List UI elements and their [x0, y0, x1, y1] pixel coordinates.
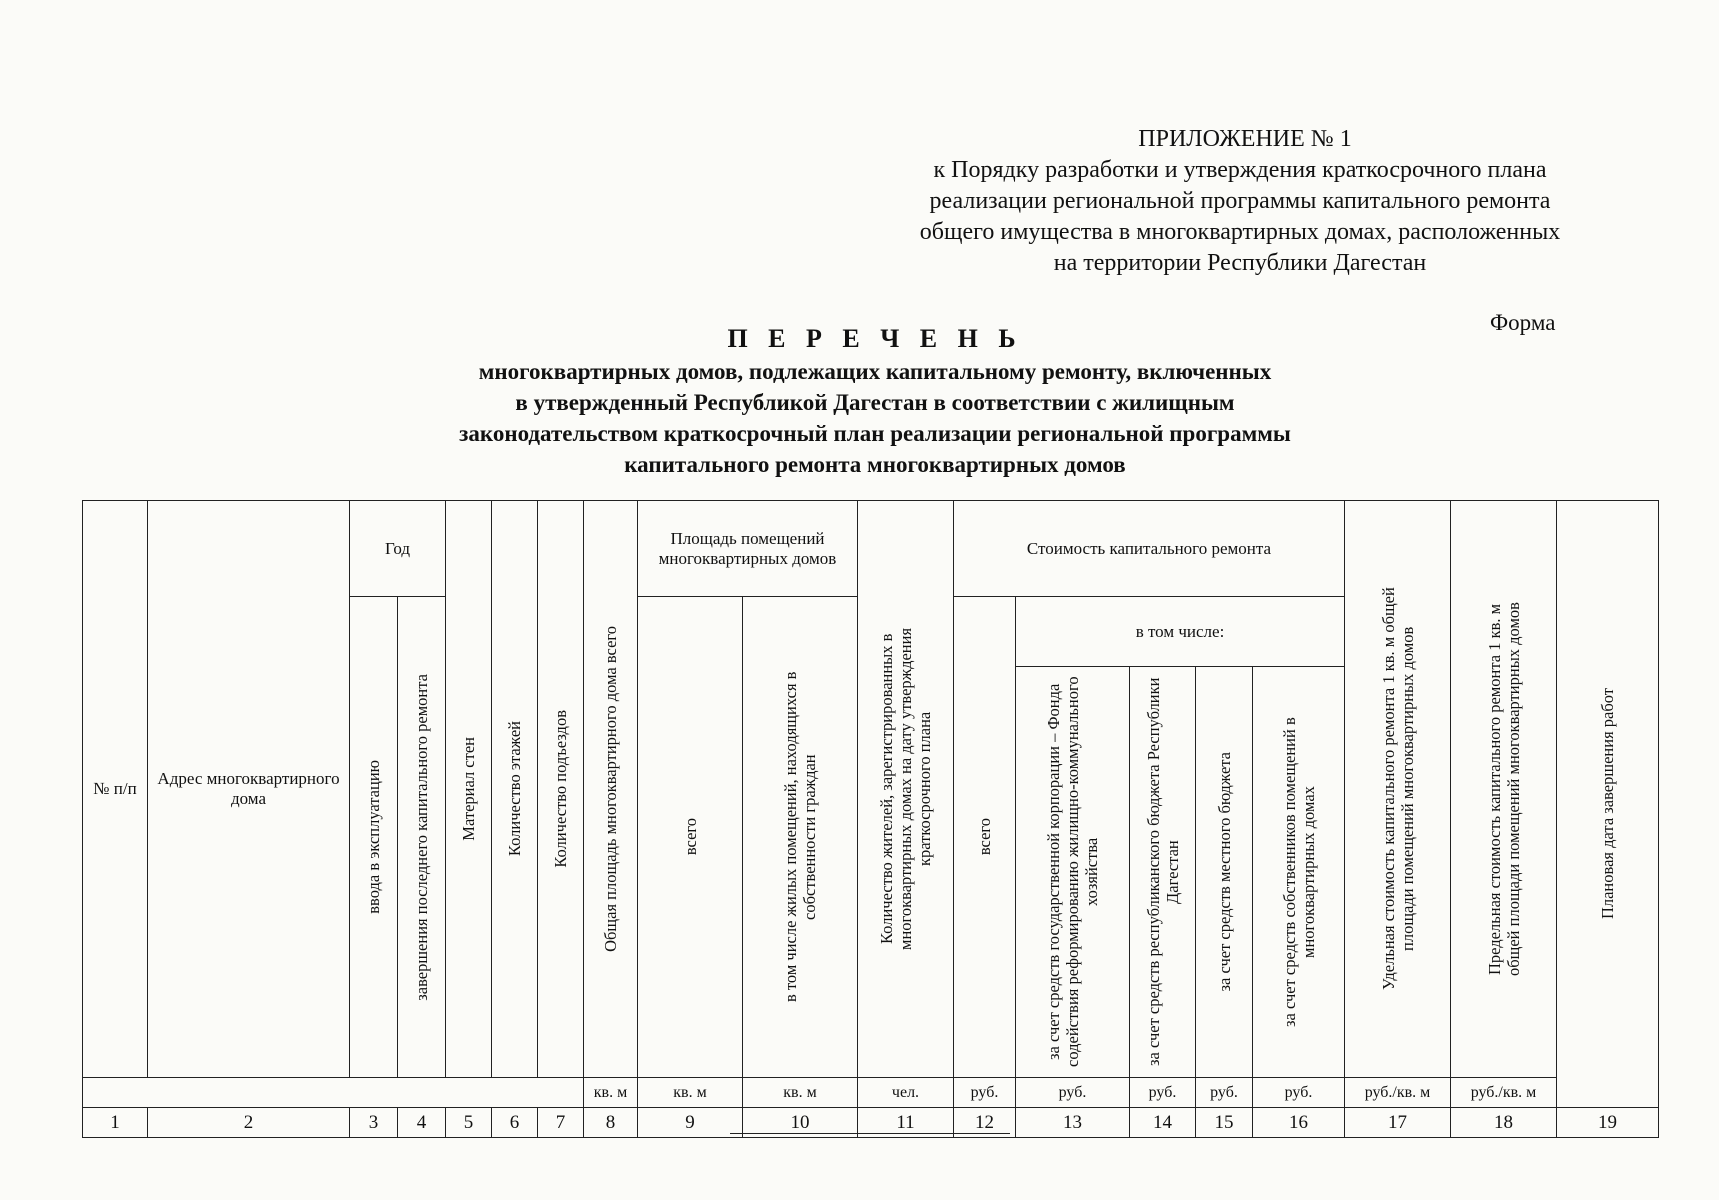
header-entrances: Количество подъездов — [538, 501, 584, 1078]
form-label: Форма — [1490, 310, 1556, 335]
header-year-commission: ввода в эксплуатацию — [350, 597, 398, 1078]
header-year: Год — [350, 501, 446, 597]
header-premises-area: Площадь помещений многоквартирных домов — [638, 501, 858, 597]
column-number: 10 — [743, 1108, 858, 1138]
column-number: 11 — [858, 1108, 954, 1138]
header-wall-material: Материал стен — [446, 501, 492, 1078]
annex-title: ПРИЛОЖЕНИЕ № 1 — [1138, 126, 1352, 152]
header-unit-cost: Удельная стоимость капитального ремонта 1 кв. м общей площади помещений многоквартирных домов — [1345, 501, 1451, 1078]
header-total-area: Общая площадь многоквартирного дома всего — [584, 501, 638, 1078]
annex-line-4: на территории Республики Дагестан — [1053, 250, 1427, 276]
document-title — [300, 324, 1450, 480]
header-premises-private: в том числе жилых помещений, находящихся в собственности граждан — [743, 597, 858, 1078]
header-premises-total: всего — [638, 597, 743, 1078]
column-number: 6 — [492, 1108, 538, 1138]
annex-line-3: общего имущества в многоквартирных домах, расположенных — [919, 219, 1561, 245]
title-heading: П Е Р Е Ч Е Н Ь — [727, 324, 1023, 353]
unit-cell: руб./кв. м — [1345, 1078, 1451, 1108]
column-number: 16 — [1253, 1108, 1345, 1138]
column-number: 5 — [446, 1108, 492, 1138]
column-number: 18 — [1451, 1108, 1557, 1138]
header-owners-funds: за счет средств собственников помещений в многоквартирных домах — [1253, 667, 1345, 1078]
column-number: 19 — [1557, 1108, 1659, 1138]
column-number: 3 — [350, 1108, 398, 1138]
header-including: в том числе: — [1016, 597, 1345, 667]
unit-cell: руб. — [1196, 1078, 1253, 1108]
units-empty — [83, 1078, 584, 1108]
unit-cell: чел. — [858, 1078, 954, 1108]
header-num: № п/п — [83, 501, 148, 1078]
header-address: Адрес многоквартирного дома — [148, 501, 350, 1078]
column-number: 14 — [1130, 1108, 1196, 1138]
header-year-last-repair: завершения последнего капитального ремонта — [398, 597, 446, 1078]
unit-cell: руб./кв. м — [1451, 1078, 1557, 1108]
title-line-1: многоквартирных домов, подлежащих капитальному ремонту, включенных — [478, 359, 1272, 384]
unit-cell: кв. м — [584, 1078, 638, 1108]
header-fund-source: за счет средств государственной корпорации – Фонда содействия реформированию жилищно-коммунального хозяйства — [1016, 667, 1130, 1078]
column-number: 1 — [83, 1108, 148, 1138]
column-number: 12 — [954, 1108, 1016, 1138]
header-republic-budget: за счет средств республиканского бюджета Республики Дагестан — [1130, 667, 1196, 1078]
column-number: 13 — [1016, 1108, 1130, 1138]
column-number: 7 — [538, 1108, 584, 1138]
unit-cell: кв. м — [638, 1078, 743, 1108]
header-repair-cost: Стоимость капитального ремонта — [954, 501, 1345, 597]
title-line-4: капитального ремонта многоквартирных домов — [624, 452, 1126, 477]
annex-block — [860, 124, 1620, 279]
column-number: 9 — [638, 1108, 743, 1138]
column-number: 8 — [584, 1108, 638, 1138]
column-number: 4 — [398, 1108, 446, 1138]
houses-table — [82, 500, 1659, 1138]
column-number: 2 — [148, 1108, 350, 1138]
annex-line-2: реализации региональной программы капитального ремонта — [929, 188, 1551, 214]
unit-cell: руб. — [954, 1078, 1016, 1108]
annex-line-1: к Порядку разработки и утверждения краткосрочного плана — [933, 157, 1547, 183]
header-local-budget: за счет средств местного бюджета — [1196, 667, 1253, 1078]
unit-cell: кв. м — [743, 1078, 858, 1108]
title-line-3: законодательством краткосрочный план реализации региональной программы — [459, 421, 1291, 446]
header-completion-date: Плановая дата завершения работ — [1557, 501, 1659, 1108]
header-residents: Количество жителей, зарегистрированных в многоквартирных домах на дату утверждения краткосрочного плана — [858, 501, 954, 1078]
column-number: 17 — [1345, 1108, 1451, 1138]
unit-cell: руб. — [1130, 1078, 1196, 1108]
header-floors: Количество этажей — [492, 501, 538, 1078]
unit-cell: руб. — [1253, 1078, 1345, 1108]
column-number: 15 — [1196, 1108, 1253, 1138]
header-cost-total: всего — [954, 597, 1016, 1078]
header-max-cost: Предельная стоимость капитального ремонта 1 кв. м общей площади помещений многоквартирных домов — [1451, 501, 1557, 1078]
unit-cell: руб. — [1016, 1078, 1130, 1108]
signature-line — [730, 1133, 1010, 1134]
title-line-2: в утвержденный Республикой Дагестан в соответствии с жилищным — [515, 390, 1235, 415]
